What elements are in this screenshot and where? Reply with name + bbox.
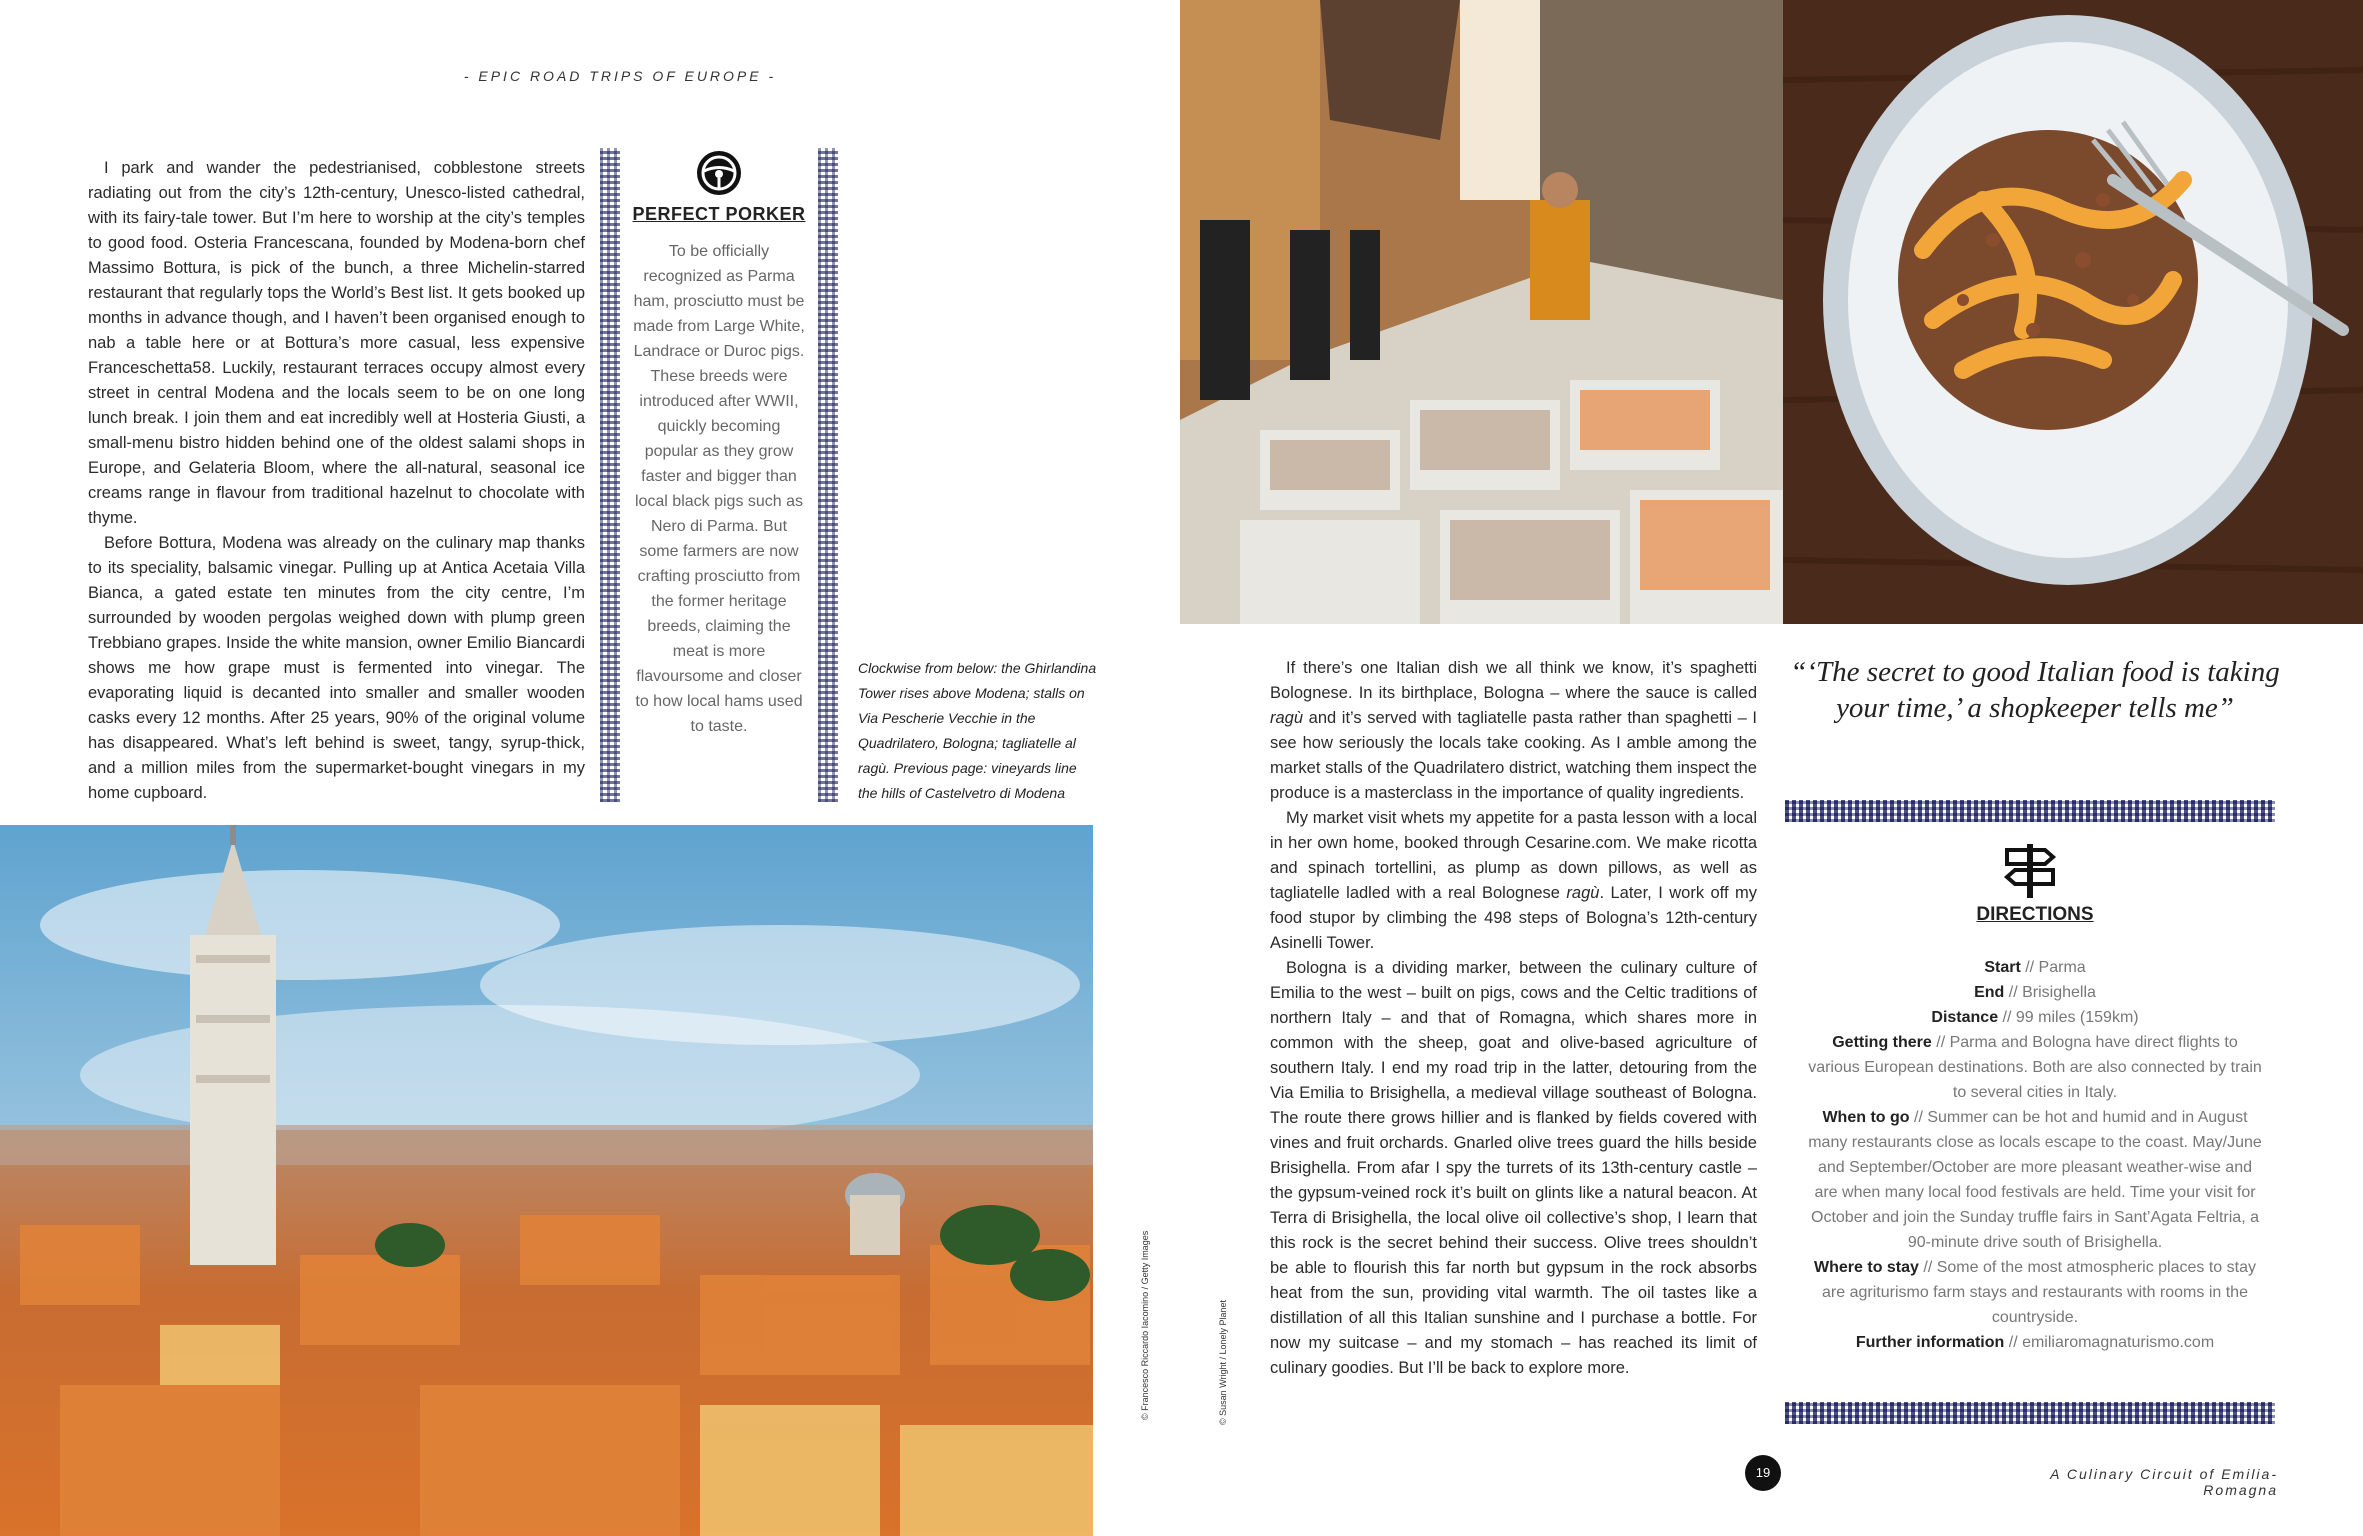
directions-item xyxy=(1805,1330,2265,1355)
sidebar-text: To be officially recognized as Parma ham, prosciutto must be made from Large White, Landrace or Duroc pigs. These breeds were introduced after WWII, quickly becoming popular as they grow faster and bigger than local black pigs such as Nero di Parma. But some farmers are now crafting prosciutto from the former heritage breeds, claiming the meat is more flavoursome and closer to how local hams used to taste. xyxy=(633,243,805,735)
directions-item xyxy=(1805,955,2265,980)
directions-item xyxy=(1805,1005,2265,1030)
directions-label: Further information xyxy=(1855,1334,2005,1351)
directions-item xyxy=(1805,980,2265,1005)
directions-value: Brisighella xyxy=(2022,984,2096,1001)
photo-credit: © Francesco Riccardo Iacomino / Getty Images xyxy=(1140,1230,1150,1420)
decorative-band-top xyxy=(1785,800,2275,822)
sidebar-title: PERFECT PORKER xyxy=(632,204,806,224)
paragraph: I park and wander the pedestrianised, cobblestone streets radiating out from the city’s 12th-century, Unesco-listed cathedral, with its fairy-tale tower. But I’m here to worship at the city’s temples to good food. Osteria Francescana, founded by Modena-born chef Massimo Bottura, is pick of the bunch, a three Michelin-starred restaurant that regularly tops the World’s Best list. It gets booked up months in advance though, and I haven’t been organised enough to nab a table here or at Bottura’s more casual, less expensive Franceschetta58. Luckily, restaurant terraces occupy almost every street in central Modena and the locals seem to be on one long lunch break. I join them and eat incredibly well at Hosteria Giusti, a small-menu bistro hidden behind one of the oldest salami shops in Europe, and Gelateria Bloom, where the all-natural, seasonal ice creams range in flavour from traditional hazelnut to chocolate with thyme. xyxy=(88,159,585,527)
directions-label: Start xyxy=(1984,959,2021,976)
paragraph: Bologna is a dividing marker, between the culinary culture of Emilia to the west – built on pigs, cows and the Celtic traditions of northern Italy – and that of Romagna, which shares more in common with the sheep, goat and olive-based agriculture of southern Italy. I end my road trip in the latter, detouring from the Via Emilia to Brisighella, a medieval village southeast of Bologna. The route there grows hillier and is flanked by fields covered with vines and fruit orchards. Gnarled olive trees guard the hills beside Brisighella. From afar I spy the turrets of its 13th-century castle – the gypsum-veined rock it’s built on glints like a natural beacon. At Terra di Brisighella, the local olive oil collective’s shop, I learn that this rock is the secret behind their success. Olive trees shouldn’t be able to flourish this far north but gypsum in the rock absorbs heat from the sun, providing vital warmth. The oil tastes like a distillation of all this Italian sunshine and I purchase a bottle. For now my suitcase – and my stomach – has reached its limit of culinary goodies. But I’ll be back to explore more. xyxy=(1270,959,1757,1377)
directions-label: When to go xyxy=(1822,1109,1910,1126)
photo-credit: © Susan Wright / Lonely Planet xyxy=(1218,1299,1228,1425)
paragraph: If there’s one Italian dish we all think we know, it’s spaghetti Bolognese. In its birthplace, Bologna – where the sauce is called ragù and it’s served with tagliatelle pasta rather than spaghetti – I see how seriously the locals take cooking. As I amble among the market stalls of the Quadrilatero district, watching them inspect the produce is a masterclass in the importance of quality ingredients. xyxy=(1270,659,1757,802)
paragraph: My market visit whets my appetite for a pasta lesson with a local in her own home, booked through Cesarine.com. We make ricotta and spinach tortellini, as plump as down pillows, as well as tagliatelle ladled with a real Bolognese ragù. Later, I work off my food stupor by climbing the 498 steps of Bologna’s 12th-century Asinelli Tower. xyxy=(1270,809,1757,952)
directions-separator: // xyxy=(1998,1009,2016,1026)
page-number: 19 xyxy=(1745,1455,1781,1491)
pull-quote: “‘The secret to good Italian food is taking your time,’ a shopkeeper tells me” xyxy=(1790,656,2280,724)
tagliatelle-ragu-photo xyxy=(1783,0,2363,624)
directions-list xyxy=(1805,955,2265,1355)
directions-separator: // xyxy=(2004,984,2023,1001)
directions-label: Getting there xyxy=(1832,1034,1932,1051)
directions-value: Parma and Bologna have direct flights to various European destinations. Both are also connected by train to several cities in Italy. xyxy=(1808,1034,2262,1101)
directions-value: Some of the most atmospheric places to stay are agriturismo farm stays and restaurants with rooms in the countryside. xyxy=(1822,1259,2256,1326)
paragraph: Before Bottura, Modena was already on the culinary map thanks to its speciality, balsamic vinegar. Pulling up at Antica Acetaia Villa Bianca, a gated estate ten minutes from the city centre, I’m surrounded by wooden pergolas weighed down with plump green Trebbiano grapes. Inside the white mansion, owner Emilio Biancardi shows me how grape must is fermented into vinegar. The evaporating liquid is decanted into smaller and smaller wooden casks every 12 months. After 25 years, 90% of the original volume has disappeared. What’s left behind is sweet, tangy, syrup-thick, and a million miles from the supermarket-bought vinegars in my home cupboard. xyxy=(88,534,585,802)
photo-caption: Clockwise from below: the Ghirlandina Tower rises above Modena; stalls on Via Pescherie Vecchie in the Quadrilatero, Bologna; tagliatelle al ragù. Previous page: vineyards line the hills of Castelvetro di Modena xyxy=(858,660,1097,801)
directions-item xyxy=(1805,1030,2265,1105)
directions-value: Summer can be hot and humid and in August many restaurants close as locals escape to the coast. May/June and September/October are more pleasant weather-wise and are when many local food festivals are held. Time your visit for October and join the Sunday truffle fairs in Sant’Agata Feltria, a 90-minute drive south of Brisighella. xyxy=(1808,1109,2262,1251)
directions-value: 99 miles (159km) xyxy=(2015,1009,2139,1026)
decorative-band-bottom xyxy=(1785,1402,2275,1424)
directions-separator: // xyxy=(1909,1109,1928,1126)
directions-item xyxy=(1805,1255,2265,1330)
directions-separator: // xyxy=(2004,1334,2023,1351)
directions-title: DIRECTIONS xyxy=(1976,904,2094,925)
sidebar-perfect-porker xyxy=(600,148,838,802)
signpost-icon xyxy=(2003,842,2057,898)
directions-value: emiliaromagnaturismo.com xyxy=(2022,1334,2215,1351)
running-header: - EPIC ROAD TRIPS OF EUROPE - xyxy=(463,68,777,84)
article-column-left xyxy=(88,156,585,806)
directions-label: End xyxy=(1974,984,2005,1001)
article-column-right xyxy=(1270,656,1757,1381)
running-footer: A Culinary Circuit of Emilia-Romagna xyxy=(2050,1466,2278,1498)
directions-separator: // xyxy=(1918,1259,1937,1276)
market-stalls-photo xyxy=(1180,0,1783,624)
directions-separator: // xyxy=(1931,1034,1950,1051)
directions-separator: // xyxy=(2020,959,2039,976)
steering-wheel-icon xyxy=(696,150,742,196)
directions-label: Where to stay xyxy=(1814,1259,1919,1276)
decorative-border xyxy=(818,148,838,802)
directions-value: Parma xyxy=(2038,959,2086,976)
directions-label: Distance xyxy=(1931,1009,1999,1026)
directions-item xyxy=(1805,1105,2265,1255)
decorative-border xyxy=(600,148,620,802)
modena-cityscape-photo xyxy=(0,825,1093,1536)
